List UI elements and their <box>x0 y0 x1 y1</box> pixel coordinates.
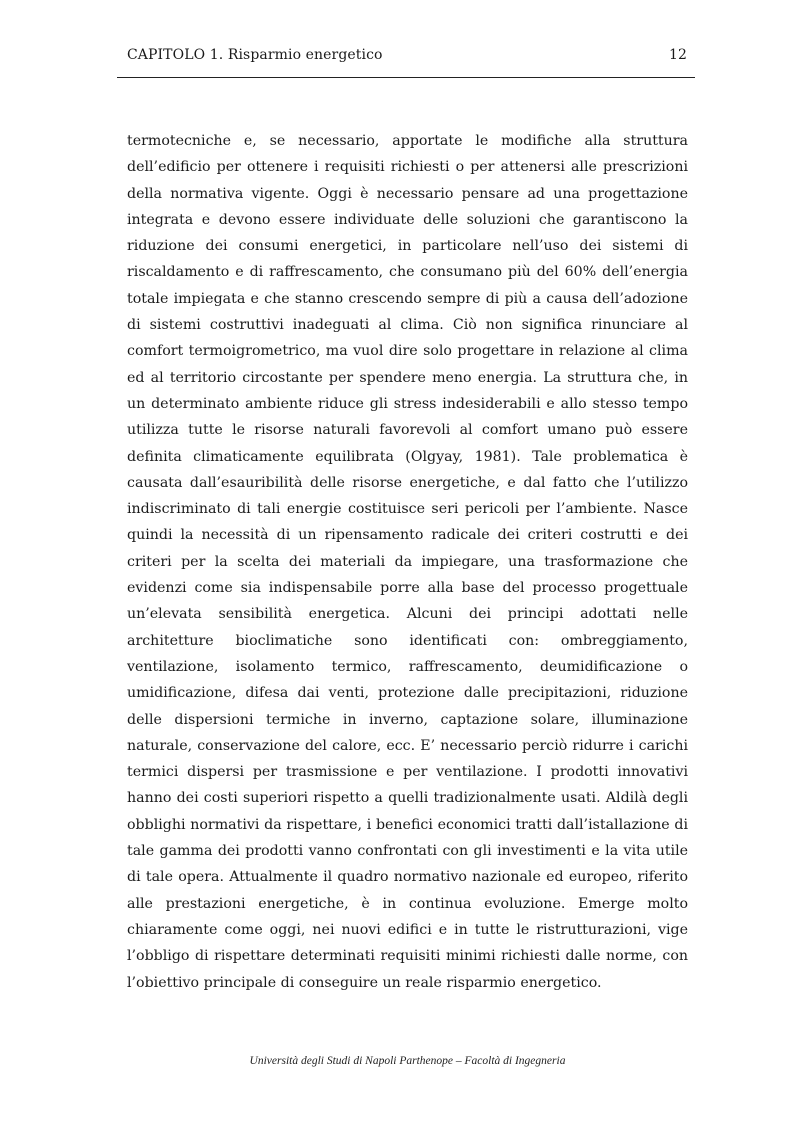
body-paragraph: termotecniche e, se necessario, apportate le modifiche alla struttura dell’edificio per ottenere i requisiti richiesti o per attenersi alle prescrizioni della normativa vigente. Oggi è necessario pensare ad una progettazione integrata e devono essere individuate delle soluzioni che garantiscono la riduzione dei consumi energetici, in particolare nell’uso dei sistemi di riscaldamento e di raffrescamento, che consumano più del 60% dell’energia totale impiegata e che stanno crescendo sempre di più a causa dell’adozione di sistemi costruttivi inadeguati al clima. Ciò non significa rinunciare al comfort termoigrometrico, ma vuol dire solo progettare in relazione al clima ed al territorio circostante per spendere meno energia. La struttura che, in un determinato ambiente riduce gli stress indesiderabili e allo stesso tempo utilizza tutte le risorse naturali favorevoli al comfort umano può essere definita climaticamente equilibrata (Olgyay, 1981). Tale problematica è causata dall’esauribilità delle risorse energetiche, e dal fatto che l’utilizzo indiscriminato di tali energie costituisce seri pericoli per l’ambiente. Nasce quindi la necessità di un ripensamento radicale dei criteri costrutti e dei criteri per la scelta dei materiali da impiegare, una trasformazione che evidenzi come sia indispensabile porre alla base del processo progettuale un’elevata sensibilità energetica. Alcuni dei principi adottati nelle architetture bioclimatiche sono identificati con: ombreggiamento, ventilazione, isolamento termico, raffrescamento, deumidificazione o umidificazione, difesa dai venti, protezione dalle precipitazioni, riduzione delle dispersioni termiche in inverno, captazione solare, illuminazione naturale, conservazione del calore, ecc. E’ necessario perciò ridurre i carichi termici dispersi per trasmissione e per ventilazione. I prodotti innovativi hanno dei costi superiori rispetto a quelli tradizionalmente usati. Aldilà degli obblighi normativi da rispettare, i benefici economici tratti dall’istallazione di tale gamma dei prodotti vanno confrontati con gli investimenti e la vita utile di tale opera. Attualmente il quadro normativo nazionale ed europeo, riferito alle prestazioni energetiche, è in continua evoluzione. Emerge molto chiaramente come oggi, nei nuovi edifici e in tutte le ristrutturazioni, vige l’obbligo di rispettare determinati requisiti minimi richiesti dalle norme, con l’obiettivo principale di conseguire un reale risparmio energetico. <box>127 133 688 991</box>
page-number: 12 <box>668 47 687 63</box>
running-header <box>127 47 687 67</box>
chapter-title: CAPITOLO 1. Risparmio energetico <box>127 47 383 63</box>
header-rule <box>117 77 695 78</box>
page-footer: Università degli Studi di Napoli Parthenope – Facoltà di Ingegneria <box>249 1055 566 1067</box>
